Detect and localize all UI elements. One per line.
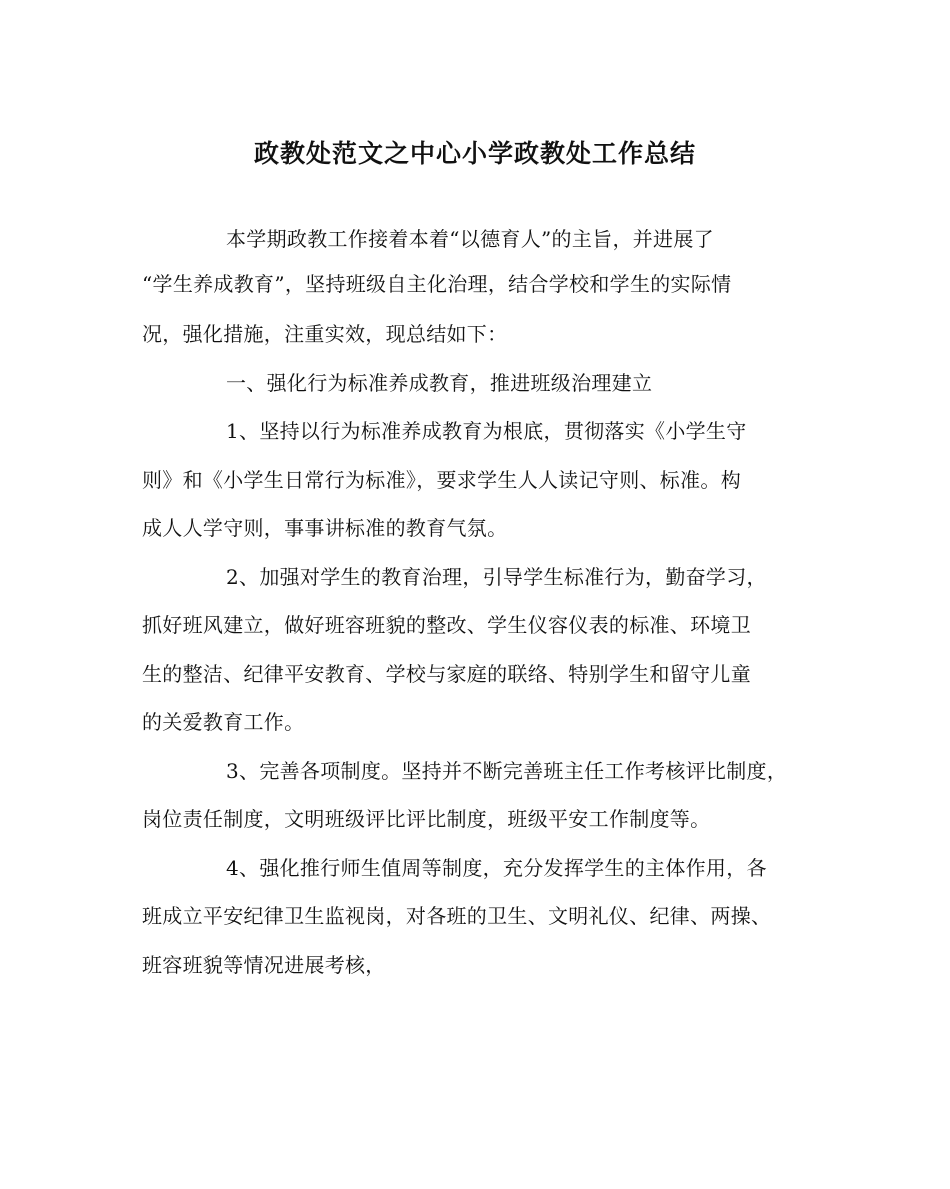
paragraph-line: 的关爱教育工作。 — [142, 710, 305, 734]
document-title: 政教处范文之中心小学政教处工作总结 — [253, 139, 696, 168]
paragraph-line: 4、强化推行师生值周等制度，充分发挥学生的主体作用，各 — [226, 856, 767, 880]
paragraph-line: 班成立平安纪律卫生监视岗，对各班的卫生、文明礼仪、纪律、两操、 — [142, 904, 772, 928]
paragraph-line: 岗位责任制度，文明班级评比评比制度，班级平安工作制度等。 — [142, 807, 711, 831]
section-heading: 一、强化行为标准养成教育，推进班级治理建立 — [226, 371, 653, 395]
paragraph-line: 2、加强对学生的教育治理，引导学生标准行为，勤奋学习， — [226, 565, 767, 589]
paragraph-line: 生的整洁、纪律平安教育、学校与家庭的联络、特别学生和留守儿童 — [142, 662, 751, 686]
paragraph-line: 则》和《小学生日常行为标准》，要求学生人人读记守则、标准。构 — [142, 468, 741, 492]
paragraph-line: 3、完善各项制度。坚持并不断完善班主任工作考核评比制度， — [226, 759, 788, 783]
paragraph-line: 况，强化措施，注重实效，现总结如下： — [142, 322, 508, 346]
paragraph-line: 本学期政教工作接着本着“以德育人”的主旨，并进展了 — [226, 227, 714, 251]
paragraph-line: 班容班貌等情况进展考核， — [142, 953, 386, 977]
paragraph-line: 抓好班风建立，做好班容班貌的整改、学生仪容仪表的标准、环境卫 — [142, 613, 751, 637]
paragraph-line: 成人人学守则，事事讲标准的教育气氛。 — [142, 516, 508, 540]
paragraph-line: 1、坚持以行为标准养成教育为根底，贯彻落实《小学生守 — [226, 419, 747, 443]
paragraph-line: “学生养成教育”，坚持班级自主化治理，结合学校和学生的实际情 — [142, 272, 732, 296]
